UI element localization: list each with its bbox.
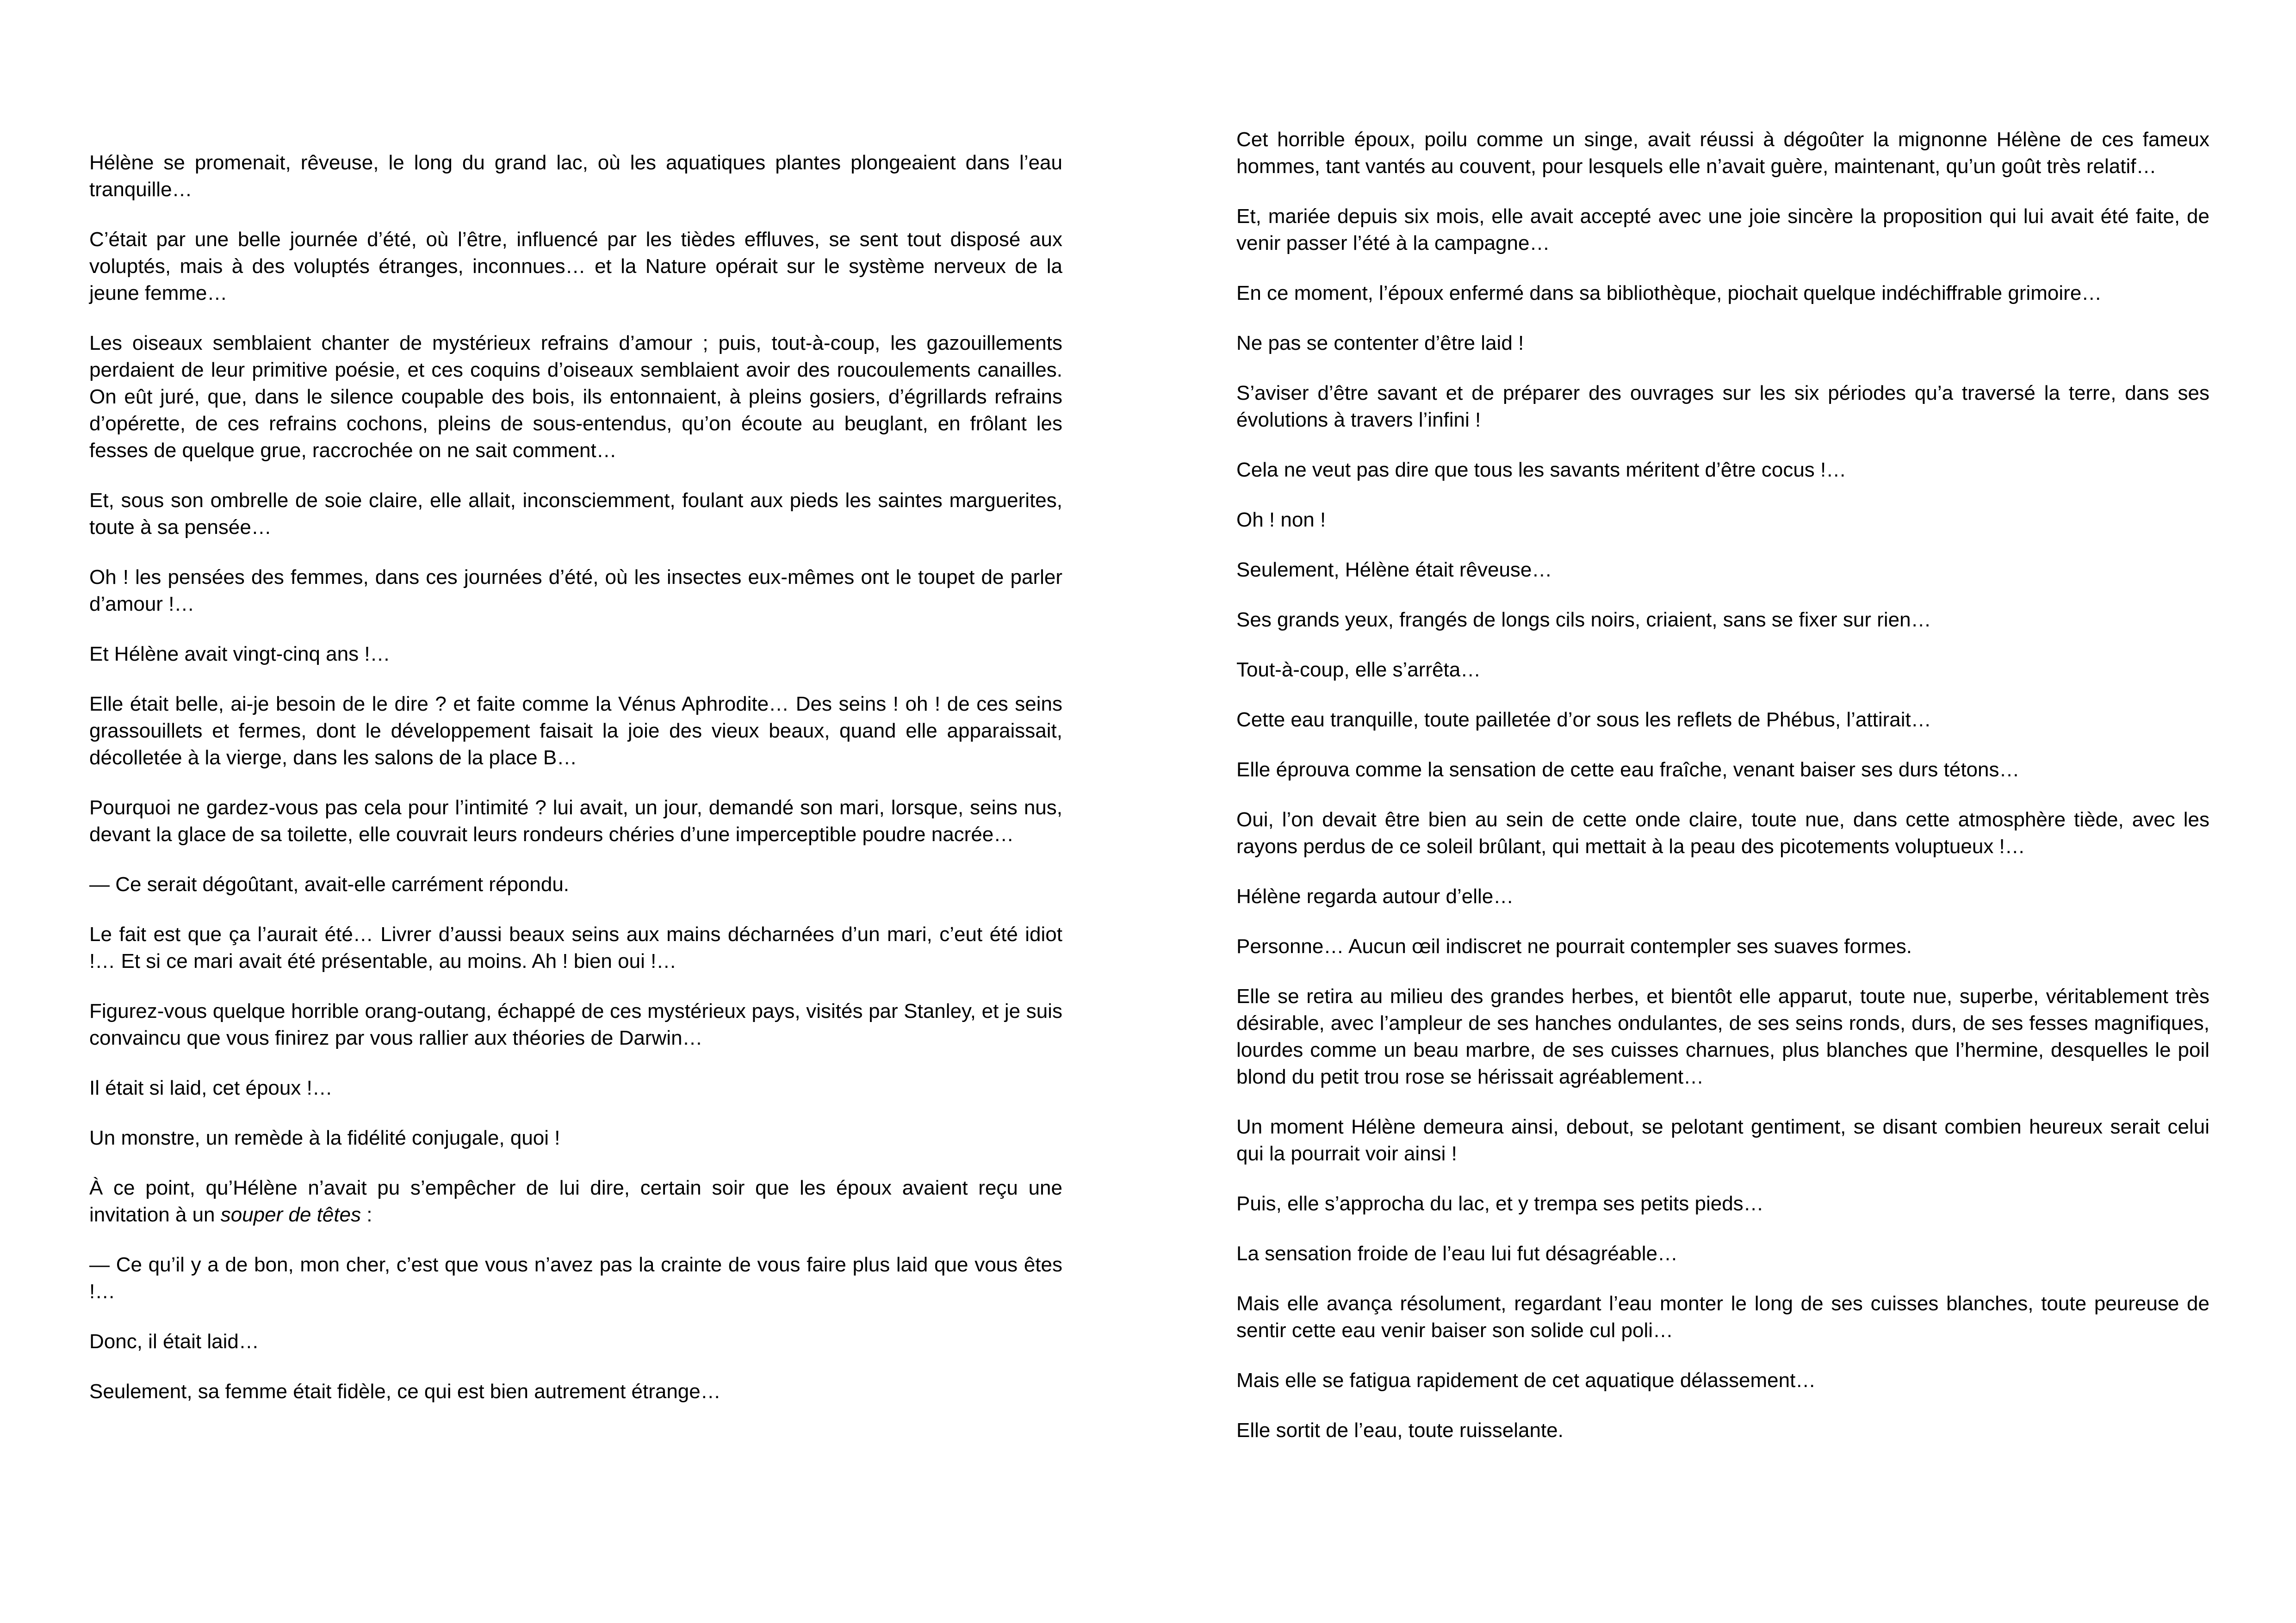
left-text-column xyxy=(89,149,1062,1428)
paragraph: Tout-à-coup, elle s’arrêta… xyxy=(1236,658,1481,681)
paragraph: Hélène se promenait, rêveuse, le long du grand lac, où les aquatiques plantes plongeaient dans l’eau tranquille… xyxy=(89,151,1062,201)
paragraph: Personne… Aucun œil indiscret ne pourrait contempler ses suaves formes. xyxy=(1236,935,1912,958)
paragraph: Et, mariée depuis six mois, elle avait accepté avec une joie sincère la proposition qui lui avait été faite, de venir passer l’été à la campagne… xyxy=(1236,205,2209,254)
paragraph: Et Hélène avait vingt-cinq ans !… xyxy=(89,643,391,665)
paragraph: Le fait est que ça l’aurait été… Livrer d’aussi beaux seins aux mains décharnées d’un mari, c’eut été idiot !… Et si ce mari avait été présentable, au moins. Ah ! bien oui !… xyxy=(89,923,1062,973)
paragraph: En ce moment, l’époux enfermé dans sa bibliothèque, piochait quelque indéchiffrable grimoire… xyxy=(1236,282,2102,304)
paragraph: Elle était belle, ai-je besoin de le dire ? et faite comme la Vénus Aphrodite… Des seins ! oh ! de ces seins grassouillets et fermes, dont le développement faisait la joie des vieux beaux, quand elle apparaissait, décolletée à la vierge, dans les salons de la place B… xyxy=(89,693,1062,769)
paragraph: Et, sous son ombrelle de soie claire, elle allait, inconsciemment, foulant aux pieds les saintes marguerites, toute à sa pensée… xyxy=(89,489,1062,539)
paragraph: Un moment Hélène demeura ainsi, debout, se pelotant gentiment, se disant combien heureux serait celui qui la pourrait voir ainsi ! xyxy=(1236,1115,2209,1165)
paragraph-text: : xyxy=(361,1203,372,1226)
paragraph: Oh ! non ! xyxy=(1236,508,1326,531)
paragraph: Elle sortit de l’eau, toute ruisselante. xyxy=(1236,1419,1564,1442)
paragraph: Seulement, sa femme était fidèle, ce qui est bien autrement étrange… xyxy=(89,1380,721,1403)
paragraph: Figurez-vous quelque horrible orang-outang, échappé de ces mystérieux pays, visités par Stanley, et je suis convaincu que vous finirez par vous rallier aux théories de Darwin… xyxy=(89,1000,1062,1049)
right-text-column xyxy=(1236,126,2209,1467)
paragraph-with-italic xyxy=(89,1175,1062,1228)
paragraph: — Ce serait dégoûtant, avait-elle carrément répondu. xyxy=(89,873,570,896)
paragraph-text: À ce point, qu’Hélène n’avait pu s’empêcher de lui dire, certain soir que les époux avaient reçu une invitation à un xyxy=(89,1177,1062,1226)
paragraph: Il était si laid, cet époux !… xyxy=(89,1077,333,1099)
paragraph: La sensation froide de l’eau lui fut désagréable… xyxy=(1236,1242,1678,1265)
paragraph: Les oiseaux semblaient chanter de mystérieux refrains d’amour ; puis, tout-à-coup, les gazouillements perdaient de leur primitive poésie, et ces coquins d’oiseaux semblaient avoir des roucoulements canailles. On eût juré, que, dans le silence coupable des bois, ils entonnaient, à pleins gosiers, d’égrillards refrains d’opérette, de ces refrains cochons, pleins de sous-entendus, qu’on écoute au beuglant, en frôlant les fesses de quelque grue, raccrochée on ne sait comment… xyxy=(89,332,1062,462)
paragraph: Oh ! les pensées des femmes, dans ces journées d’été, où les insectes eux-mêmes ont le toupet de parler d’amour !… xyxy=(89,566,1062,615)
italic-phrase: souper de têtes xyxy=(220,1203,361,1226)
paragraph: Cette eau tranquille, toute pailletée d’or sous les reflets de Phébus, l’attirait… xyxy=(1236,708,1931,731)
paragraph: Ne pas se contenter d’être laid ! xyxy=(1236,332,1524,354)
paragraph: Hélène regarda autour d’elle… xyxy=(1236,885,1514,908)
paragraph: — Ce qu’il y a de bon, mon cher, c’est que vous n’avez pas la crainte de vous faire plus laid que vous êtes !… xyxy=(89,1253,1062,1303)
paragraph: Cet horrible époux, poilu comme un singe, avait réussi à dégoûter la mignonne Hélène de ces fameux hommes, tant vantés au couvent, pour lesquels elle n’avait guère, maintenant, qu’un goût très relatif… xyxy=(1236,128,2209,178)
paragraph: Puis, elle s’approcha du lac, et y trempa ses petits pieds… xyxy=(1236,1192,1764,1215)
paragraph: Donc, il était laid… xyxy=(89,1330,259,1353)
paragraph: Elle se retira au milieu des grandes herbes, et bientôt elle apparut, toute nue, superbe, véritablement très désirable, avec l’ampleur de ses hanches ondulantes, de ses seins ronds, durs, de ses fesses magnifiques, lourdes comme un beau marbre, de ses cuisses charnues, plus blanches que l’hermine, desquelles le poil blond du petit trou rose se hérissait agréablement… xyxy=(1236,985,2209,1088)
paragraph: Mais elle avança résolument, regardant l’eau monter le long de ses cuisses blanches, toute peureuse de sentir cette eau venir baiser son solide cul poli… xyxy=(1236,1292,2209,1342)
paragraph: C’était par une belle journée d’été, où l’être, influencé par les tièdes effluves, se sent tout disposé aux voluptés, mais à des voluptés étranges, inconnues… et la Nature opérait sur le système nerveux de la jeune femme… xyxy=(89,228,1062,304)
paragraph: Ses grands yeux, frangés de longs cils noirs, criaient, sans se fixer sur rien… xyxy=(1236,608,1931,631)
right-page xyxy=(1148,0,2296,1623)
paragraph: Elle éprouva comme la sensation de cette eau fraîche, venant baiser ses durs tétons… xyxy=(1236,758,2020,781)
paragraph: Seulement, Hélène était rêveuse… xyxy=(1236,558,1552,581)
paragraph: Un monstre, un remède à la fidélité conjugale, quoi ! xyxy=(89,1127,560,1149)
paragraph: Mais elle se fatigua rapidement de cet aquatique délassement… xyxy=(1236,1369,1816,1392)
paragraph: Oui, l’on devait être bien au sein de cette onde claire, toute nue, dans cette atmosphère tiède, avec les rayons perdus de ce soleil brûlant, qui mettait à la peau des picotements voluptueux !… xyxy=(1236,808,2209,858)
paragraph: Cela ne veut pas dire que tous les savants méritent d’être cocus !… xyxy=(1236,458,1847,481)
paragraph: Pourquoi ne gardez-vous pas cela pour l’intimité ? lui avait, un jour, demandé son mari, lorsque, seins nus, devant la glace de sa toilette, elle couvrait leurs rondeurs chéries d’une imperceptible poudre nacrée… xyxy=(89,796,1062,846)
paragraph: S’aviser d’être savant et de préparer des ouvrages sur les six périodes qu’a traversé la terre, dans ses évolutions à travers l’infini ! xyxy=(1236,382,2209,431)
